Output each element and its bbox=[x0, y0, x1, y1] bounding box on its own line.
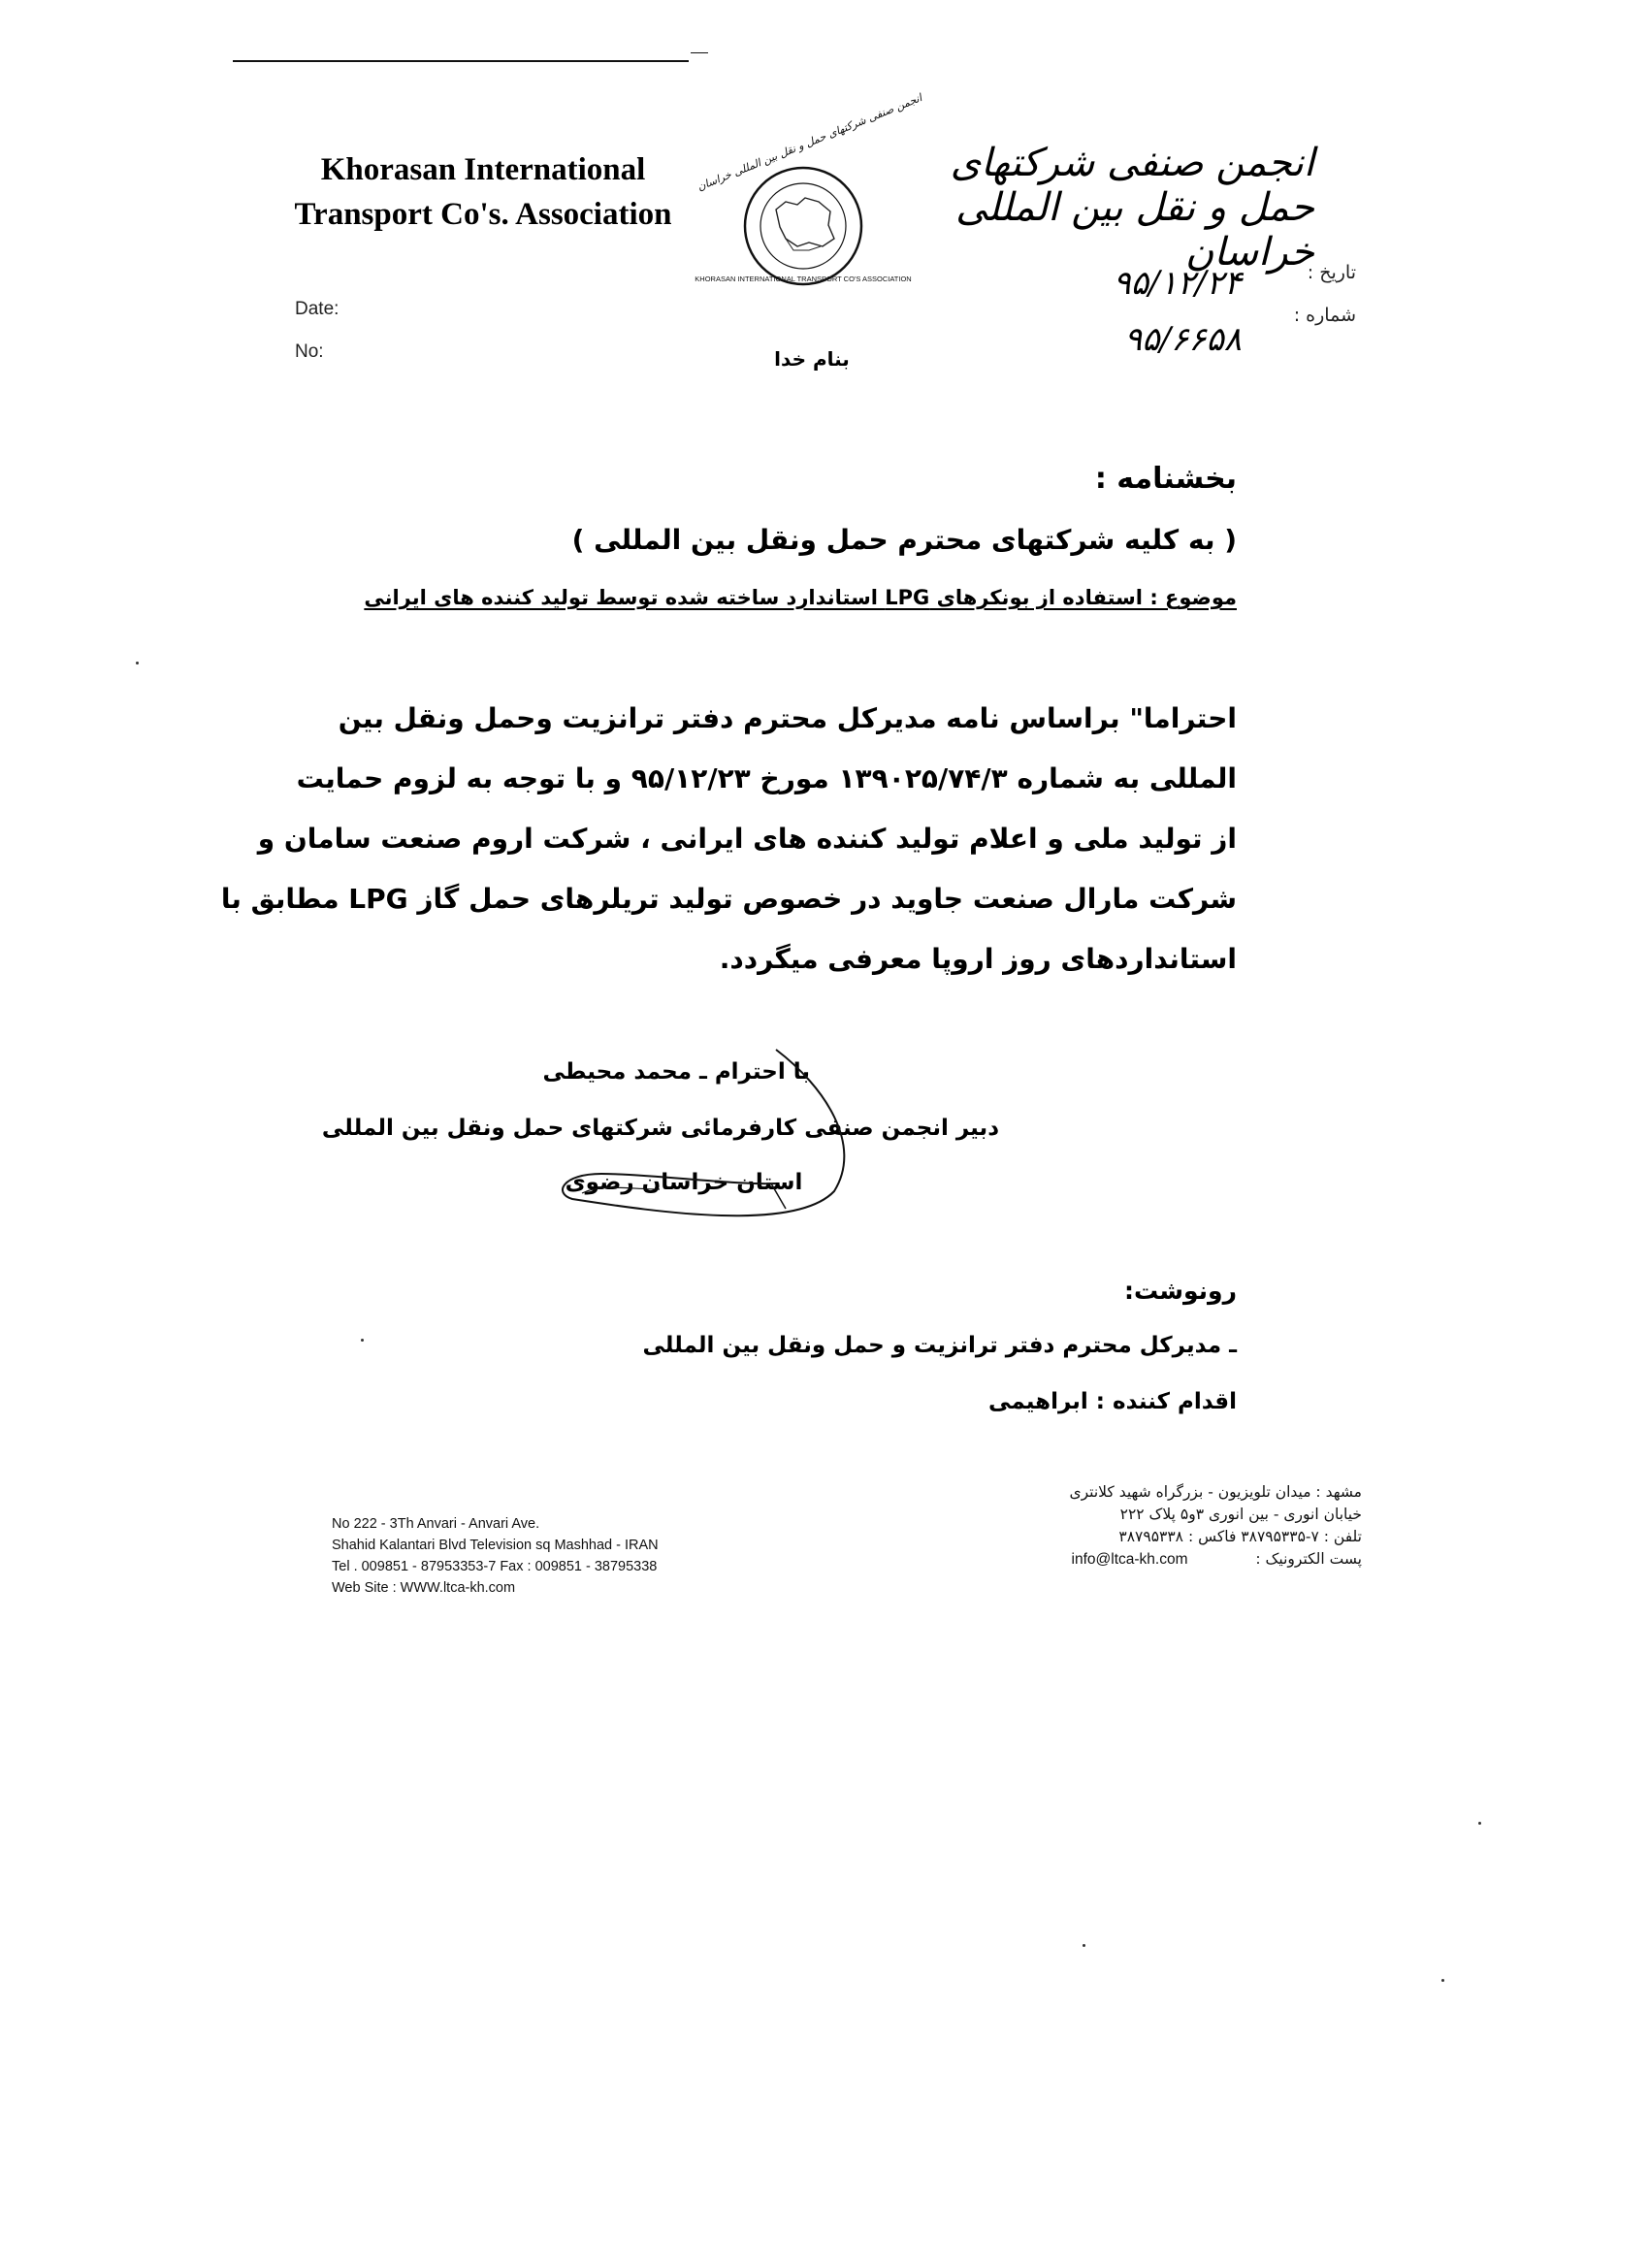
english-association-name bbox=[289, 147, 677, 237]
action-by: اقدام کننده : ابراهیمی bbox=[988, 1389, 1237, 1414]
footer-address-line: No 222 - 3Th Anvari - Anvari Ave. bbox=[332, 1516, 540, 1532]
footer-fa-address-line: خیابان انوری - بین انوری ۳و۵ پلاک ۲۲۲ bbox=[1119, 1506, 1362, 1523]
signature-icon bbox=[543, 1038, 892, 1222]
scan-speck bbox=[361, 1339, 364, 1342]
footer-english-address bbox=[332, 1513, 659, 1599]
body-line-2: المللی به شماره ۱۳۹۰۲۵/۷۴/۳ مورخ ۹۵/۱۲/۲۳ و با توجه به لزوم حمایت bbox=[296, 762, 1237, 794]
english-name-line-2: Transport Co's. Association bbox=[294, 197, 672, 232]
signer-title: دبیر انجمن صنفی کارفرمائی شرکتهای حمل ونقل بین المللی bbox=[321, 1116, 999, 1141]
persian-date-label: تاریخ : bbox=[1307, 262, 1356, 283]
svg-text:انجمن صنفی شرکتهای حمل و نقل ب: انجمن صنفی شرکتهای حمل و نقل بین المللی خراسان bbox=[695, 91, 924, 194]
handwritten-date: ۹۵/۱۲/۲۴ bbox=[1113, 264, 1242, 303]
footer-fa-email-label: پست الکترونیک : bbox=[1255, 1550, 1362, 1568]
circular-title: بخشنامه : bbox=[1094, 462, 1237, 496]
english-date-label: Date: bbox=[295, 299, 340, 319]
handwritten-number: ۹۵/۶۶۵۸ bbox=[1123, 320, 1242, 359]
body-line-1: احتراما" براساس نامه مدیرکل محترم دفتر ترانزیت وحمل ونقل بین bbox=[338, 702, 1237, 734]
closing: با احترام ـ محمد محیطی bbox=[542, 1059, 810, 1085]
signer-province: استان خراسان رضوی bbox=[565, 1170, 803, 1195]
cc-label: رونوشت: bbox=[1123, 1277, 1237, 1305]
footer-address-line: Shahid Kalantari Blvd Television sq Mashhad - IRAN bbox=[332, 1538, 659, 1553]
footer-website-line: Web Site : WWW.ltca-kh.com bbox=[332, 1580, 516, 1596]
footer-fa-email-row bbox=[993, 1548, 1362, 1571]
addressee: ( به کلیه شرکتهای محترم حمل ونقل بین المللی ) bbox=[571, 524, 1237, 556]
subject-line: موضوع : استفاده از بونکرهای LPG استاندارد ساخته شده توسط تولید کننده های ایرانی bbox=[364, 586, 1237, 609]
body-line-3: از تولید ملی و اعلام تولید کننده های ایرانی ، شرکت اروم صنعت سامان و bbox=[257, 823, 1237, 855]
body-line-5: استانداردهای روز اروپا معرفی میگردد. bbox=[719, 943, 1237, 975]
svg-text:KHORASAN INTERNATIONAL TRANSPO: KHORASAN INTERNATIONAL TRANSPORT CO'S ASSOCIATION bbox=[695, 275, 912, 283]
body-line-4: شرکت مارال صنعت جاوید در خصوص تولید تریلرهای حمل گاز LPG مطابق با bbox=[220, 883, 1237, 915]
scan-speck bbox=[1083, 1944, 1085, 1947]
english-name-line-1: Khorasan International bbox=[320, 152, 646, 187]
footer-fa-address-line: مشهد : میدان تلویزیون - بزرگراه شهید کلانتری bbox=[1069, 1483, 1362, 1501]
scan-speck bbox=[1478, 1822, 1481, 1825]
scan-speck bbox=[136, 662, 139, 664]
bismillah: بنام خدا bbox=[774, 347, 850, 371]
footer-persian-address bbox=[993, 1481, 1362, 1571]
scan-speck bbox=[1441, 1979, 1444, 1982]
persian-association-name: انجمن صنفی شرکتهای حمل و نقل بین المللی خراسان bbox=[950, 141, 1314, 275]
footer-email[interactable]: info@ltca-kh.com bbox=[1071, 1551, 1188, 1568]
cc-item: ـ مدیرکل محترم دفتر ترانزیت و حمل ونقل بین المللی bbox=[642, 1333, 1237, 1358]
top-rule bbox=[233, 60, 689, 62]
english-number-label: No: bbox=[295, 341, 324, 362]
footer-phone-line: Tel . 009851 - 87953353-7 Fax : 009851 - 38795338 bbox=[332, 1559, 658, 1574]
footer-fa-phone-line: تلفن : ۷-۳۸۷۹۵۳۳۵ فاکس : ۳۸۷۹۵۳۳۸ bbox=[1118, 1528, 1362, 1545]
persian-number-label: شماره : bbox=[1293, 305, 1356, 326]
association-logo-icon bbox=[695, 91, 924, 299]
top-rule-mark bbox=[691, 52, 708, 53]
